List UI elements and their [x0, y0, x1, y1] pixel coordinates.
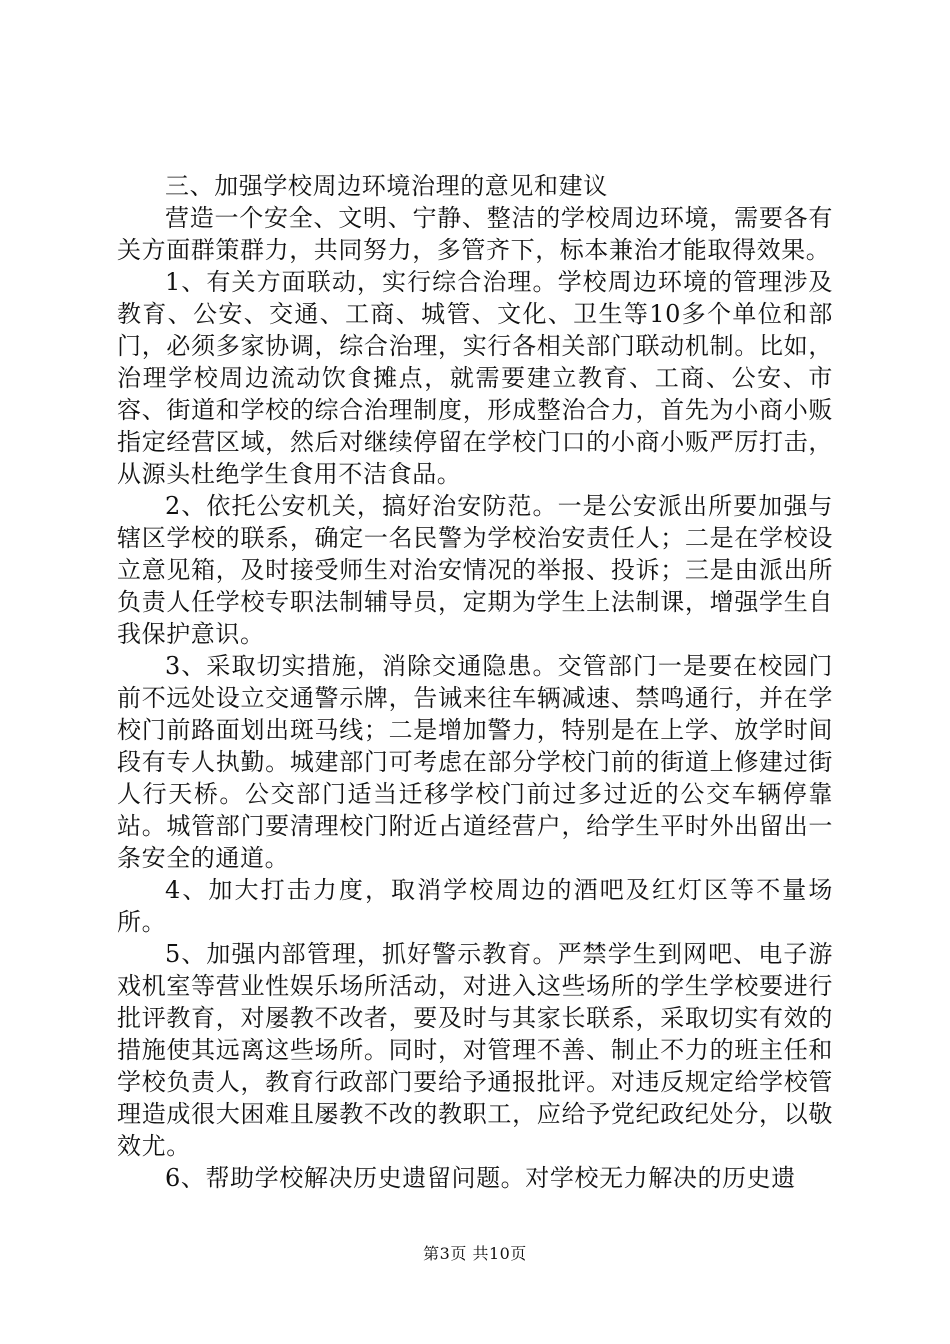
paragraph-item-3: 3、采取切实措施，消除交通隐患。交管部门一是要在校园门前不远处设立交通警示牌，告诫来往车辆减速、禁鸣通行，并在学校门前路面划出斑马线；二是增加警力，特别是在上学、放学时间段有专人执勤。城建部门可考虑在部分学校门前的街道上修建过街人行天桥。公交部门适当迁移学校门前过多过近的公交车辆停靠站。城管部门要清理校门附近占道经营户，给学生平时外出留出一条安全的通道。 — [117, 652, 833, 872]
paragraph-item-2: 2、依托公安机关，搞好治安防范。一是公安派出所要加强与辖区学校的联系，确定一名民警为学校治安责任人；二是在学校设立意见箱，及时接受师生对治安情况的举报、投诉；三是由派出所负责人任学校专职法制辅导员，定期为学生上法制课，增强学生自我保护意识。 — [117, 492, 833, 648]
document-body — [117, 170, 833, 1194]
paragraph-item-1: 1、有关方面联动，实行综合治理。学校周边环境的管理涉及教育、公安、交通、工商、城管、文化、卫生等10多个单位和部门，必须多家协调，综合治理，实行各相关部门联动机制。比如，治理学校周边流动饮食摊点，就需要建立教育、工商、公安、市容、街道和学校的综合治理制度，形成整治合力，首先为小商小贩指定经营区域，然后对继续停留在学校门口的小商小贩严厉打击，从源头杜绝学生食用不洁食品。 — [117, 268, 833, 488]
paragraph-item-4: 4、加大打击力度，取消学校周边的酒吧及红灯区等不量场所。 — [117, 876, 833, 936]
paragraph-intro: 营造一个安全、文明、宁静、整洁的学校周边环境，需要各有关方面群策群力，共同努力，多管齐下，标本兼治才能取得效果。 — [117, 204, 833, 264]
paragraph-item-5: 5、加强内部管理，抓好警示教育。严禁学生到网吧、电子游戏机室等营业性娱乐场所活动，对进入这些场所的学生学校要进行批评教育，对屡教不改者，要及时与其家长联系，采取切实有效的措施使其远离这些场所。同时，对管理不善、制止不力的班主任和学校负责人，教育行政部门要给予通报批评。对违反规定给学校管理造成很大困难且屡教不改的教职工，应给予党纪政纪处分，以敬效尤。 — [117, 940, 833, 1160]
page-footer: 第3页 共10页 — [423, 1244, 527, 1263]
paragraph-item-6: 6、帮助学校解决历史遗留问题。对学校无力解决的历史遗 — [165, 1164, 796, 1192]
section-heading: 三、加强学校周边环境治理的意见和建议 — [165, 172, 608, 200]
